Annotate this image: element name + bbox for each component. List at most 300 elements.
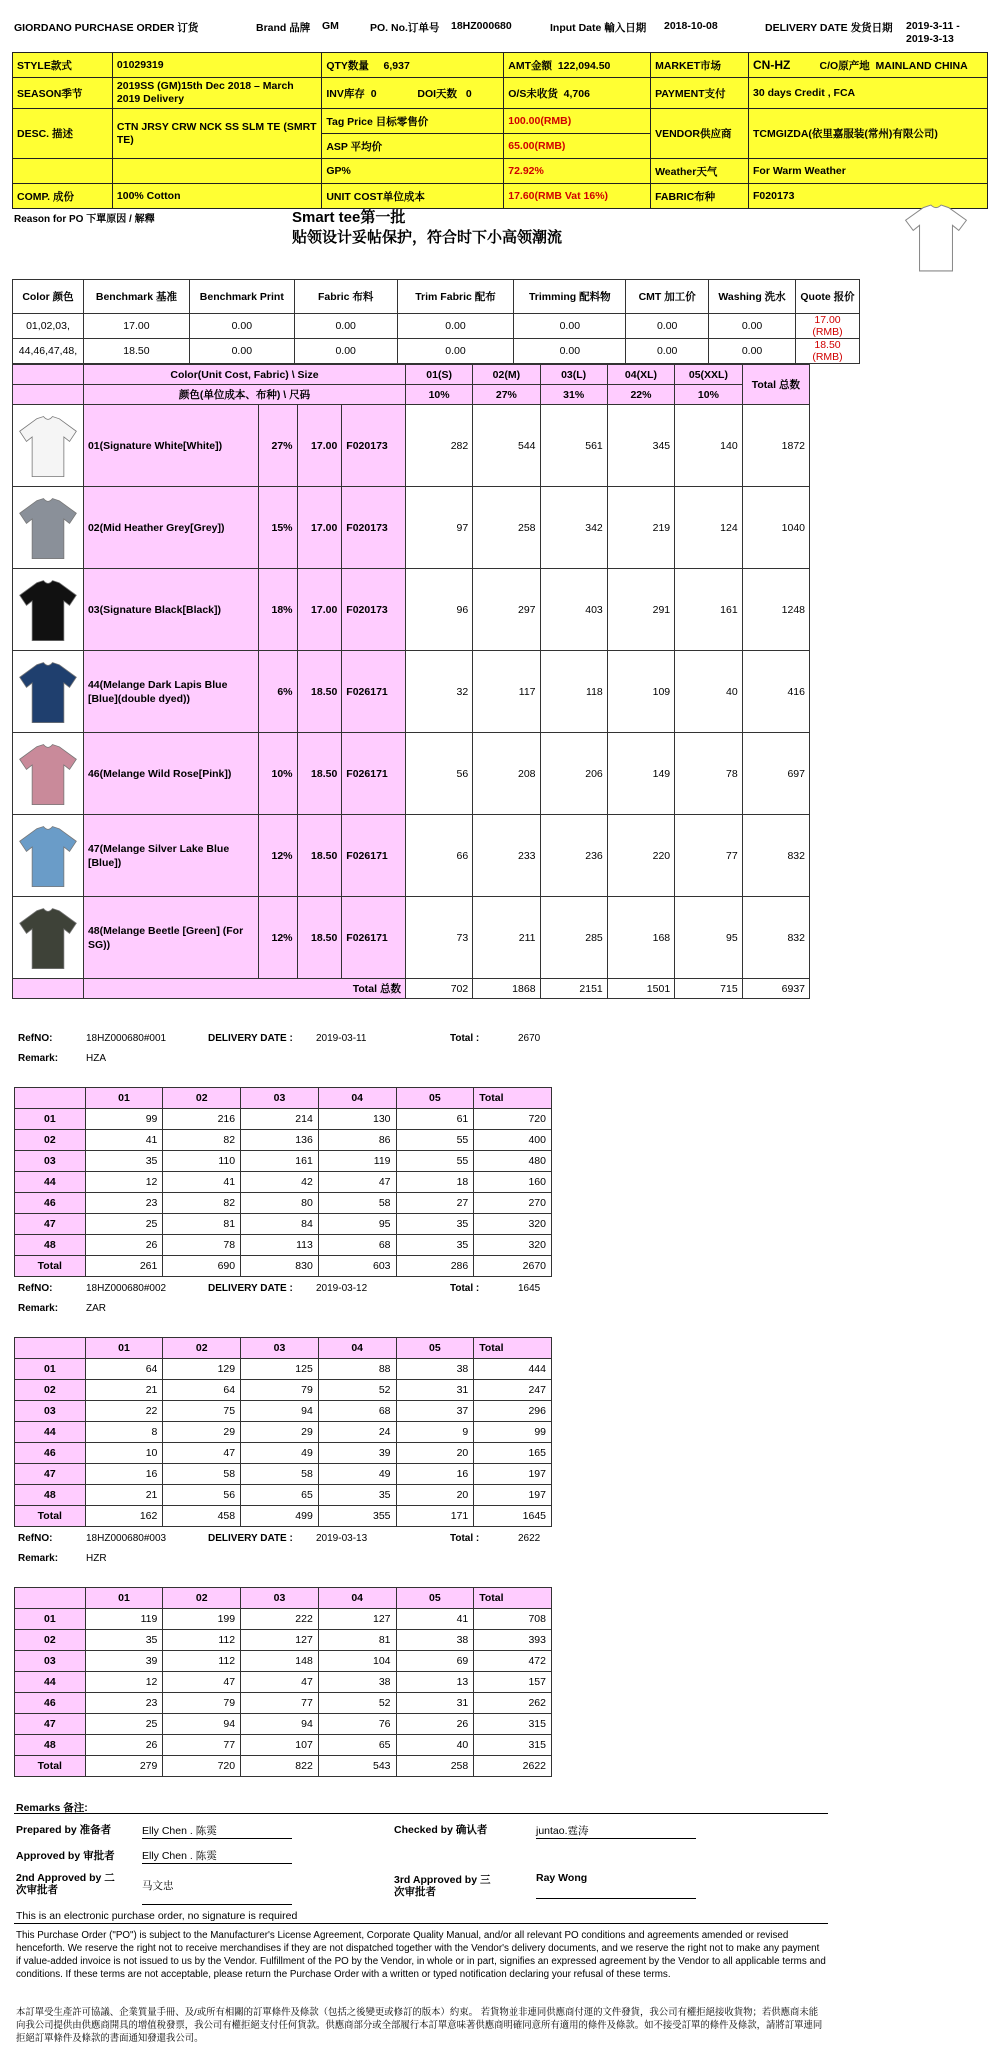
size-col-3: 03(L) — [540, 365, 607, 385]
delivery-qty-cell: 49 — [241, 1443, 319, 1464]
qty-value: 6,937 — [383, 59, 410, 72]
size-qty-cell: 161 — [675, 569, 743, 651]
delivery-col-header: 04 — [318, 1588, 396, 1609]
size-qty-cell: 282 — [405, 405, 472, 487]
delivery-date-label: DELIVERY DATE : — [208, 1533, 293, 1544]
delivery-qty-cell: 75 — [163, 1401, 241, 1422]
color-unit-cost: 17.00 — [297, 487, 342, 569]
comp-value: 100% Cotton — [112, 184, 321, 209]
delivery-row-label: 02 — [15, 1130, 86, 1151]
delivery-col-header: 01 — [85, 1588, 163, 1609]
prepared-value: Elly Chen . 陈霙 — [142, 1823, 292, 1839]
color-fabric: F026171 — [342, 651, 406, 733]
size-qty-cell: 140 — [675, 405, 743, 487]
cost-row — [13, 314, 860, 339]
delivery-qty-cell: 262 — [474, 1693, 552, 1714]
cost-cell: 0.00 — [294, 339, 397, 364]
tshirt-icon — [14, 656, 82, 728]
delivery-qty-cell: 20 — [396, 1443, 474, 1464]
remarks-divider — [14, 1813, 828, 1814]
delivery-row-label: 44 — [15, 1422, 86, 1443]
size-qty-cell: 73 — [405, 897, 472, 979]
amt-label: AMT金额 — [508, 59, 552, 72]
delivery-qty-cell: 214 — [241, 1109, 319, 1130]
delivery-row — [15, 1506, 552, 1527]
delivery-col-header: 03 — [241, 1338, 319, 1359]
delivery-qty-cell: 27 — [396, 1193, 474, 1214]
product-thumbnail — [13, 815, 84, 897]
color-fabric: F020173 — [342, 487, 406, 569]
approved-value: Elly Chen . 陈霙 — [142, 1848, 292, 1864]
reason-label: Reason for PO 下單原因 / 解釋 — [14, 214, 155, 225]
color-total: 832 — [742, 815, 809, 897]
delivery-row-label: 47 — [15, 1214, 86, 1235]
delivery-qty-cell: 286 — [396, 1256, 474, 1277]
product-thumbnail — [13, 487, 84, 569]
delivery-qty-cell: 26 — [85, 1735, 163, 1756]
size-qty-cell: 345 — [607, 405, 674, 487]
delivery-row-label: 46 — [15, 1693, 86, 1714]
size-ratio-4: 22% — [607, 385, 674, 405]
delivery-qty-cell: 23 — [85, 1193, 163, 1214]
delivery-qty-cell: 99 — [474, 1422, 552, 1443]
delivery-qty-cell: 720 — [474, 1109, 552, 1130]
size-qty-cell: 77 — [675, 815, 743, 897]
delivery-row — [15, 1609, 552, 1630]
delivery-qty-cell: 112 — [163, 1651, 241, 1672]
delivery-qty-cell: 55 — [396, 1130, 474, 1151]
delivery-row — [15, 1735, 552, 1756]
delivery-col-header: 02 — [163, 1088, 241, 1109]
delivery-corner-cell — [15, 1088, 86, 1109]
delivery-corner-cell — [15, 1588, 86, 1609]
delivery-qty-cell: 35 — [85, 1630, 163, 1651]
delivery-qty-cell: 37 — [396, 1401, 474, 1422]
delivery-qty-cell: 165 — [474, 1443, 552, 1464]
unit-cost-value: 17.60(RMB Vat 16%) — [504, 184, 651, 209]
size-total-row — [13, 979, 810, 999]
delivery-qty-cell: 55 — [396, 1151, 474, 1172]
cost-cell: 0.00 — [189, 314, 294, 339]
delivery-row — [15, 1401, 552, 1422]
delivery-header-row — [15, 1338, 552, 1359]
delivery-row-label: 48 — [15, 1735, 86, 1756]
size-total-label: Total 总数 — [83, 979, 405, 999]
delivery-qty-cell: 261 — [85, 1256, 163, 1277]
delivery-size-table — [14, 1087, 552, 1277]
delivery-qty-cell: 171 — [396, 1506, 474, 1527]
reason-line-1: Smart tee第一批 — [292, 209, 406, 226]
delivery-row-label: 46 — [15, 1193, 86, 1214]
delivery-qty-cell: 80 — [241, 1193, 319, 1214]
size-qty-cell: 206 — [540, 733, 607, 815]
style-label: STYLE款式 — [13, 53, 113, 78]
delivery-col-header: 03 — [241, 1088, 319, 1109]
season-label: SEASON季节 — [13, 78, 113, 109]
cost-cell: 0.00 — [514, 339, 626, 364]
delivery-col-header: 05 — [396, 1338, 474, 1359]
color-name: 02(Mid Heather Grey[Grey]) — [83, 487, 258, 569]
delivery-qty-cell: 31 — [396, 1693, 474, 1714]
delivery-col-header: Total — [474, 1338, 552, 1359]
delivery-qty-cell: 315 — [474, 1735, 552, 1756]
color-name: 01(Signature White[White]) — [83, 405, 258, 487]
amt-cell — [504, 53, 651, 78]
delivery-qty-cell: 393 — [474, 1630, 552, 1651]
delivery-qty-cell: 69 — [396, 1651, 474, 1672]
delivery-row-label: Total — [15, 1256, 86, 1277]
delivery-qty-cell: 47 — [318, 1172, 396, 1193]
delivery-qty-cell: 2622 — [474, 1756, 552, 1777]
os-cell — [504, 78, 651, 109]
refno-value: 18HZ000680#002 — [86, 1283, 167, 1294]
market-value: CN-HZ — [753, 57, 791, 72]
size-total-cell: 2151 — [540, 979, 607, 999]
delivery-row-label: 44 — [15, 1172, 86, 1193]
cost-cell: 0.00 — [626, 339, 709, 364]
delivery-qty-cell: 148 — [241, 1651, 319, 1672]
color-unit-cost: 18.50 — [297, 651, 342, 733]
delivery-row-label: 03 — [15, 1401, 86, 1422]
cost-header-cell: Washing 洗水 — [709, 280, 796, 314]
input-date-label: Input Date 輸入日期 — [550, 22, 647, 34]
cost-cell: 01,02,03, — [13, 314, 84, 339]
size-col-2: 02(M) — [473, 365, 540, 385]
delivery-qty-cell: 47 — [163, 1443, 241, 1464]
delivery-qty-cell: 199 — [163, 1609, 241, 1630]
product-thumbnail — [13, 651, 84, 733]
tag-value: 100.00(RMB) — [504, 109, 651, 134]
color-row — [13, 405, 810, 487]
color-total: 832 — [742, 897, 809, 979]
delivery-qty-cell: 42 — [241, 1172, 319, 1193]
delivery-qty-cell: 320 — [474, 1214, 552, 1235]
cost-header-cell: CMT 加工价 — [626, 280, 709, 314]
delivery-date-value: 2019-03-13 — [316, 1533, 368, 1544]
terms-chinese: 本訂單受生產許可協議、企業質量手冊、及/或所有相關的訂單條件及條款（包括之後變更或修訂的版本）約束。 若貨物並非連同供應商付運的文件發貨，我公司有權拒絕接收貨物；若供應商未能向我公司提供由供應商開具的增值稅發票，我公司有權拒絕支付任何貨款。供應商部分或全部履行本訂單意味著供應商明確同意所有適用的條件及條款。如不接受訂單的條件及條款，請將訂單連同拒絕訂單條件及條款的書面通知發還我公司。 — [16, 2006, 823, 2043]
delivery-qty-cell: 47 — [241, 1672, 319, 1693]
delivery-row — [15, 1380, 552, 1401]
delivery-row — [15, 1756, 552, 1777]
second-approved-label: 2nd Approved by 二次审批者 — [16, 1872, 115, 1896]
cost-cell: 0.00 — [709, 339, 796, 364]
cost-header-cell: Trim Fabric 配布 — [397, 280, 514, 314]
color-total: 1872 — [742, 405, 809, 487]
delivery-row — [15, 1464, 552, 1485]
cost-header-cell: Benchmark 基准 — [83, 280, 189, 314]
remark-value: ZAR — [86, 1303, 106, 1314]
size-qty-cell: 168 — [607, 897, 674, 979]
delivery-qty-cell: 76 — [318, 1714, 396, 1735]
size-total-header: Total 总数 — [742, 365, 809, 405]
color-name: 47(Melange Silver Lake Blue [Blue]) — [83, 815, 258, 897]
size-col-4: 04(XL) — [607, 365, 674, 385]
doi-value: 0 — [465, 87, 472, 100]
gp-value: 72.92% — [504, 159, 651, 184]
remark-value: HZA — [86, 1053, 106, 1064]
weather-value: For Warm Weather — [749, 159, 988, 184]
delivery-qty-cell: 690 — [163, 1256, 241, 1277]
delivery-qty-cell: 94 — [241, 1714, 319, 1735]
approved-label: Approved by 审批者 — [16, 1850, 115, 1862]
delivery-row — [15, 1485, 552, 1506]
checked-value: juntao.霆涛 — [536, 1823, 696, 1839]
delivery-qty-cell: 64 — [163, 1380, 241, 1401]
delivery-qty-cell: 104 — [318, 1651, 396, 1672]
delivery-qty-cell: 247 — [474, 1380, 552, 1401]
delivery-qty-cell: 160 — [474, 1172, 552, 1193]
delivery-col-header: Total — [474, 1588, 552, 1609]
color-name: 44(Melange Dark Lapis Blue [Blue](double dyed)) — [83, 651, 258, 733]
doi-label: DOI天数 — [417, 87, 458, 100]
size-qty-cell: 219 — [607, 487, 674, 569]
color-total: 416 — [742, 651, 809, 733]
delivery-col-header: 02 — [163, 1338, 241, 1359]
remark-label: Remark: — [18, 1303, 59, 1314]
delivery-qty-cell: 58 — [163, 1464, 241, 1485]
product-sketch-icon — [898, 200, 974, 276]
color-percent: 15% — [258, 487, 297, 569]
cost-cell: 17.00 (RMB) — [796, 314, 860, 339]
delivery-row-label: 01 — [15, 1609, 86, 1630]
delivery-date: 2019-3-11 - 2019-3-13 — [906, 20, 960, 45]
po-info-table — [12, 52, 988, 209]
payment-value: 30 days Credit , FCA — [749, 78, 988, 109]
qty-label: QTY数量 — [326, 59, 369, 72]
size-head-zh: 颜色(单位成本、布种) \ 尺码 — [83, 385, 405, 405]
remarks-label: Remarks 备注: — [16, 1802, 88, 1814]
delivery-qty-cell: 64 — [85, 1359, 163, 1380]
cost-cell: 0.00 — [514, 314, 626, 339]
delivery-qty-cell: 39 — [85, 1651, 163, 1672]
color-name: 48(Melange Beetle [Green] (For SG)) — [83, 897, 258, 979]
delivery-qty-cell: 21 — [85, 1380, 163, 1401]
size-qty-cell: 117 — [473, 651, 540, 733]
delivery-total-value: 2670 — [518, 1033, 541, 1044]
color-fabric: F026171 — [342, 815, 406, 897]
desc-value: CTN JRSY CRW NCK SS SLM TE (SMRT TE) — [112, 109, 321, 159]
delivery-total-label: Total : — [450, 1283, 480, 1294]
delivery-qty-cell: 157 — [474, 1672, 552, 1693]
delivery-qty-cell: 52 — [318, 1380, 396, 1401]
refno-label: RefNO: — [18, 1283, 53, 1294]
delivery-qty-cell: 1645 — [474, 1506, 552, 1527]
delivery-qty-cell: 400 — [474, 1130, 552, 1151]
size-qty-cell: 95 — [675, 897, 743, 979]
os-label: O/S未收货 — [508, 87, 558, 100]
refno-label: RefNO: — [18, 1533, 53, 1544]
size-ratio-5: 10% — [675, 385, 743, 405]
size-col-5: 05(XXL) — [675, 365, 743, 385]
delivery-row — [15, 1109, 552, 1130]
gp-label: GP% — [322, 159, 504, 184]
delivery-qty-cell: 10 — [85, 1443, 163, 1464]
color-percent: 6% — [258, 651, 297, 733]
size-qty-cell: 297 — [473, 569, 540, 651]
color-row — [13, 487, 810, 569]
delivery-col-header: 04 — [318, 1338, 396, 1359]
third-approved-label: 3rd Approved by 三次审批者 — [394, 1874, 491, 1898]
delivery-col-header: 01 — [85, 1338, 163, 1359]
delivery-qty-cell: 58 — [241, 1464, 319, 1485]
delivery-qty-cell: 320 — [474, 1235, 552, 1256]
brand-value: GM — [322, 20, 339, 32]
delivery-qty-cell: 258 — [396, 1756, 474, 1777]
delivery-qty-cell: 24 — [318, 1422, 396, 1443]
delivery-qty-cell: 119 — [85, 1609, 163, 1630]
delivery-size-table — [14, 1587, 552, 1777]
size-qty-cell: 124 — [675, 487, 743, 569]
size-qty-cell: 403 — [540, 569, 607, 651]
delivery-qty-cell: 216 — [163, 1109, 241, 1130]
delivery-qty-cell: 480 — [474, 1151, 552, 1172]
delivery-qty-cell: 35 — [85, 1151, 163, 1172]
size-qty-cell: 211 — [473, 897, 540, 979]
second-approved-value: 马文忠 — [142, 1878, 292, 1905]
delivery-qty-cell: 270 — [474, 1193, 552, 1214]
delivery-qty-cell: 26 — [85, 1235, 163, 1256]
delivery-row-label: 46 — [15, 1443, 86, 1464]
delivery-qty-cell: 23 — [85, 1693, 163, 1714]
color-percent: 27% — [258, 405, 297, 487]
delivery-row-label: 02 — [15, 1630, 86, 1651]
delivery-qty-cell: 13 — [396, 1672, 474, 1693]
size-ratio-2: 27% — [473, 385, 540, 405]
delivery-col-header: 05 — [396, 1588, 474, 1609]
delivery-qty-cell: 543 — [318, 1756, 396, 1777]
delivery-col-header: 01 — [85, 1088, 163, 1109]
delivery-row-label: 02 — [15, 1380, 86, 1401]
delivery-qty-cell: 29 — [163, 1422, 241, 1443]
size-head-en: Color(Unit Cost, Fabric) \ Size — [83, 365, 405, 385]
delivery-row — [15, 1651, 552, 1672]
delivery-qty-cell: 39 — [318, 1443, 396, 1464]
delivery-row — [15, 1359, 552, 1380]
delivery-row-label: 03 — [15, 1651, 86, 1672]
delivery-qty-cell: 136 — [241, 1130, 319, 1151]
size-total-cell: 1868 — [473, 979, 540, 999]
color-unit-cost: 17.00 — [297, 405, 342, 487]
cost-header-cell: Trimming 配料物 — [514, 280, 626, 314]
delivery-qty-cell: 65 — [318, 1735, 396, 1756]
delivery-qty-cell: 113 — [241, 1235, 319, 1256]
delivery-date-label: DELIVERY DATE : — [208, 1033, 293, 1044]
delivery-qty-cell: 99 — [85, 1109, 163, 1130]
delivery-qty-cell: 35 — [396, 1235, 474, 1256]
size-qty-cell: 109 — [607, 651, 674, 733]
delivery-qty-cell: 458 — [163, 1506, 241, 1527]
color-total: 1040 — [742, 487, 809, 569]
inv-cell — [322, 78, 504, 109]
color-unit-cost: 17.00 — [297, 569, 342, 651]
delivery-row — [15, 1172, 552, 1193]
delivery-row — [15, 1693, 552, 1714]
delivery-qty-cell: 197 — [474, 1464, 552, 1485]
delivery-qty-cell: 94 — [163, 1714, 241, 1735]
delivery-qty-cell: 65 — [241, 1485, 319, 1506]
delivery-qty-cell: 41 — [163, 1172, 241, 1193]
delivery-qty-cell: 499 — [241, 1506, 319, 1527]
cost-header-cell: Fabric 布料 — [294, 280, 397, 314]
color-row — [13, 815, 810, 897]
cost-cell: 0.00 — [626, 314, 709, 339]
delivery-qty-cell: 296 — [474, 1401, 552, 1422]
delivery-row — [15, 1714, 552, 1735]
size-breakdown-table — [12, 364, 810, 999]
season-value: 2019SS (GM)15th Dec 2018 – March 2019 Delivery — [112, 78, 321, 109]
delivery-qty-cell: 16 — [85, 1464, 163, 1485]
delivery-qty-cell: 81 — [163, 1214, 241, 1235]
delivery-qty-cell: 52 — [318, 1693, 396, 1714]
cost-header-cell: Color 颜色 — [13, 280, 84, 314]
delivery-total-value: 2622 — [518, 1533, 541, 1544]
delivery-row-label: 01 — [15, 1359, 86, 1380]
delivery-qty-cell: 82 — [163, 1130, 241, 1151]
delivery-col-header: 04 — [318, 1088, 396, 1109]
delivery-qty-cell: 88 — [318, 1359, 396, 1380]
fabric-label: FABRIC布种 — [651, 184, 749, 209]
size-qty-cell: 78 — [675, 733, 743, 815]
delivery-row — [15, 1214, 552, 1235]
delivery-date-label: DELIVERY DATE 发货日期 — [765, 22, 893, 34]
delivery-corner-cell — [15, 1338, 86, 1359]
color-row — [13, 897, 810, 979]
delivery-col-header: 02 — [163, 1588, 241, 1609]
delivery-row-label: 48 — [15, 1235, 86, 1256]
weather-label: Weather天气 — [651, 159, 749, 184]
delivery-qty-cell: 12 — [85, 1172, 163, 1193]
color-total: 697 — [742, 733, 809, 815]
delivery-qty-cell: 86 — [318, 1130, 396, 1151]
comp-label: COMP. 成份 — [13, 184, 113, 209]
delivery-row — [15, 1235, 552, 1256]
delivery-qty-cell: 47 — [163, 1672, 241, 1693]
delivery-row-label: 03 — [15, 1151, 86, 1172]
tshirt-icon — [14, 574, 82, 646]
cost-cell: 18.50 — [83, 339, 189, 364]
delivery-qty-cell: 444 — [474, 1359, 552, 1380]
delivery-qty-cell: 161 — [241, 1151, 319, 1172]
delivery-qty-cell: 315 — [474, 1714, 552, 1735]
size-qty-cell: 97 — [405, 487, 472, 569]
size-col-1: 01(S) — [405, 365, 472, 385]
delivery-qty-cell: 68 — [318, 1235, 396, 1256]
delivery-qty-cell: 472 — [474, 1651, 552, 1672]
delivery-qty-cell: 25 — [85, 1214, 163, 1235]
delivery-size-table — [14, 1337, 552, 1527]
color-unit-cost: 18.50 — [297, 733, 342, 815]
color-fabric: F020173 — [342, 569, 406, 651]
delivery-qty-cell: 222 — [241, 1609, 319, 1630]
style-value: 01029319 — [112, 53, 321, 78]
delivery-qty-cell: 49 — [318, 1464, 396, 1485]
delivery-qty-cell: 41 — [85, 1130, 163, 1151]
delivery-qty-cell: 25 — [85, 1714, 163, 1735]
delivery-qty-cell: 81 — [318, 1630, 396, 1651]
color-row — [13, 651, 810, 733]
reason-line-2: 贴领设计妥帖保护，符合时下小高领潮流 — [292, 229, 563, 246]
delivery-row — [15, 1193, 552, 1214]
size-qty-cell: 118 — [540, 651, 607, 733]
delivery-qty-cell: 38 — [396, 1359, 474, 1380]
color-percent: 18% — [258, 569, 297, 651]
delivery-qty-cell: 112 — [163, 1630, 241, 1651]
cost-header-cell: Quote 报价 — [796, 280, 860, 314]
size-qty-cell: 220 — [607, 815, 674, 897]
delivery-qty-cell: 35 — [318, 1485, 396, 1506]
delivery-row — [15, 1130, 552, 1151]
inv-label: INV库存 — [326, 87, 365, 100]
